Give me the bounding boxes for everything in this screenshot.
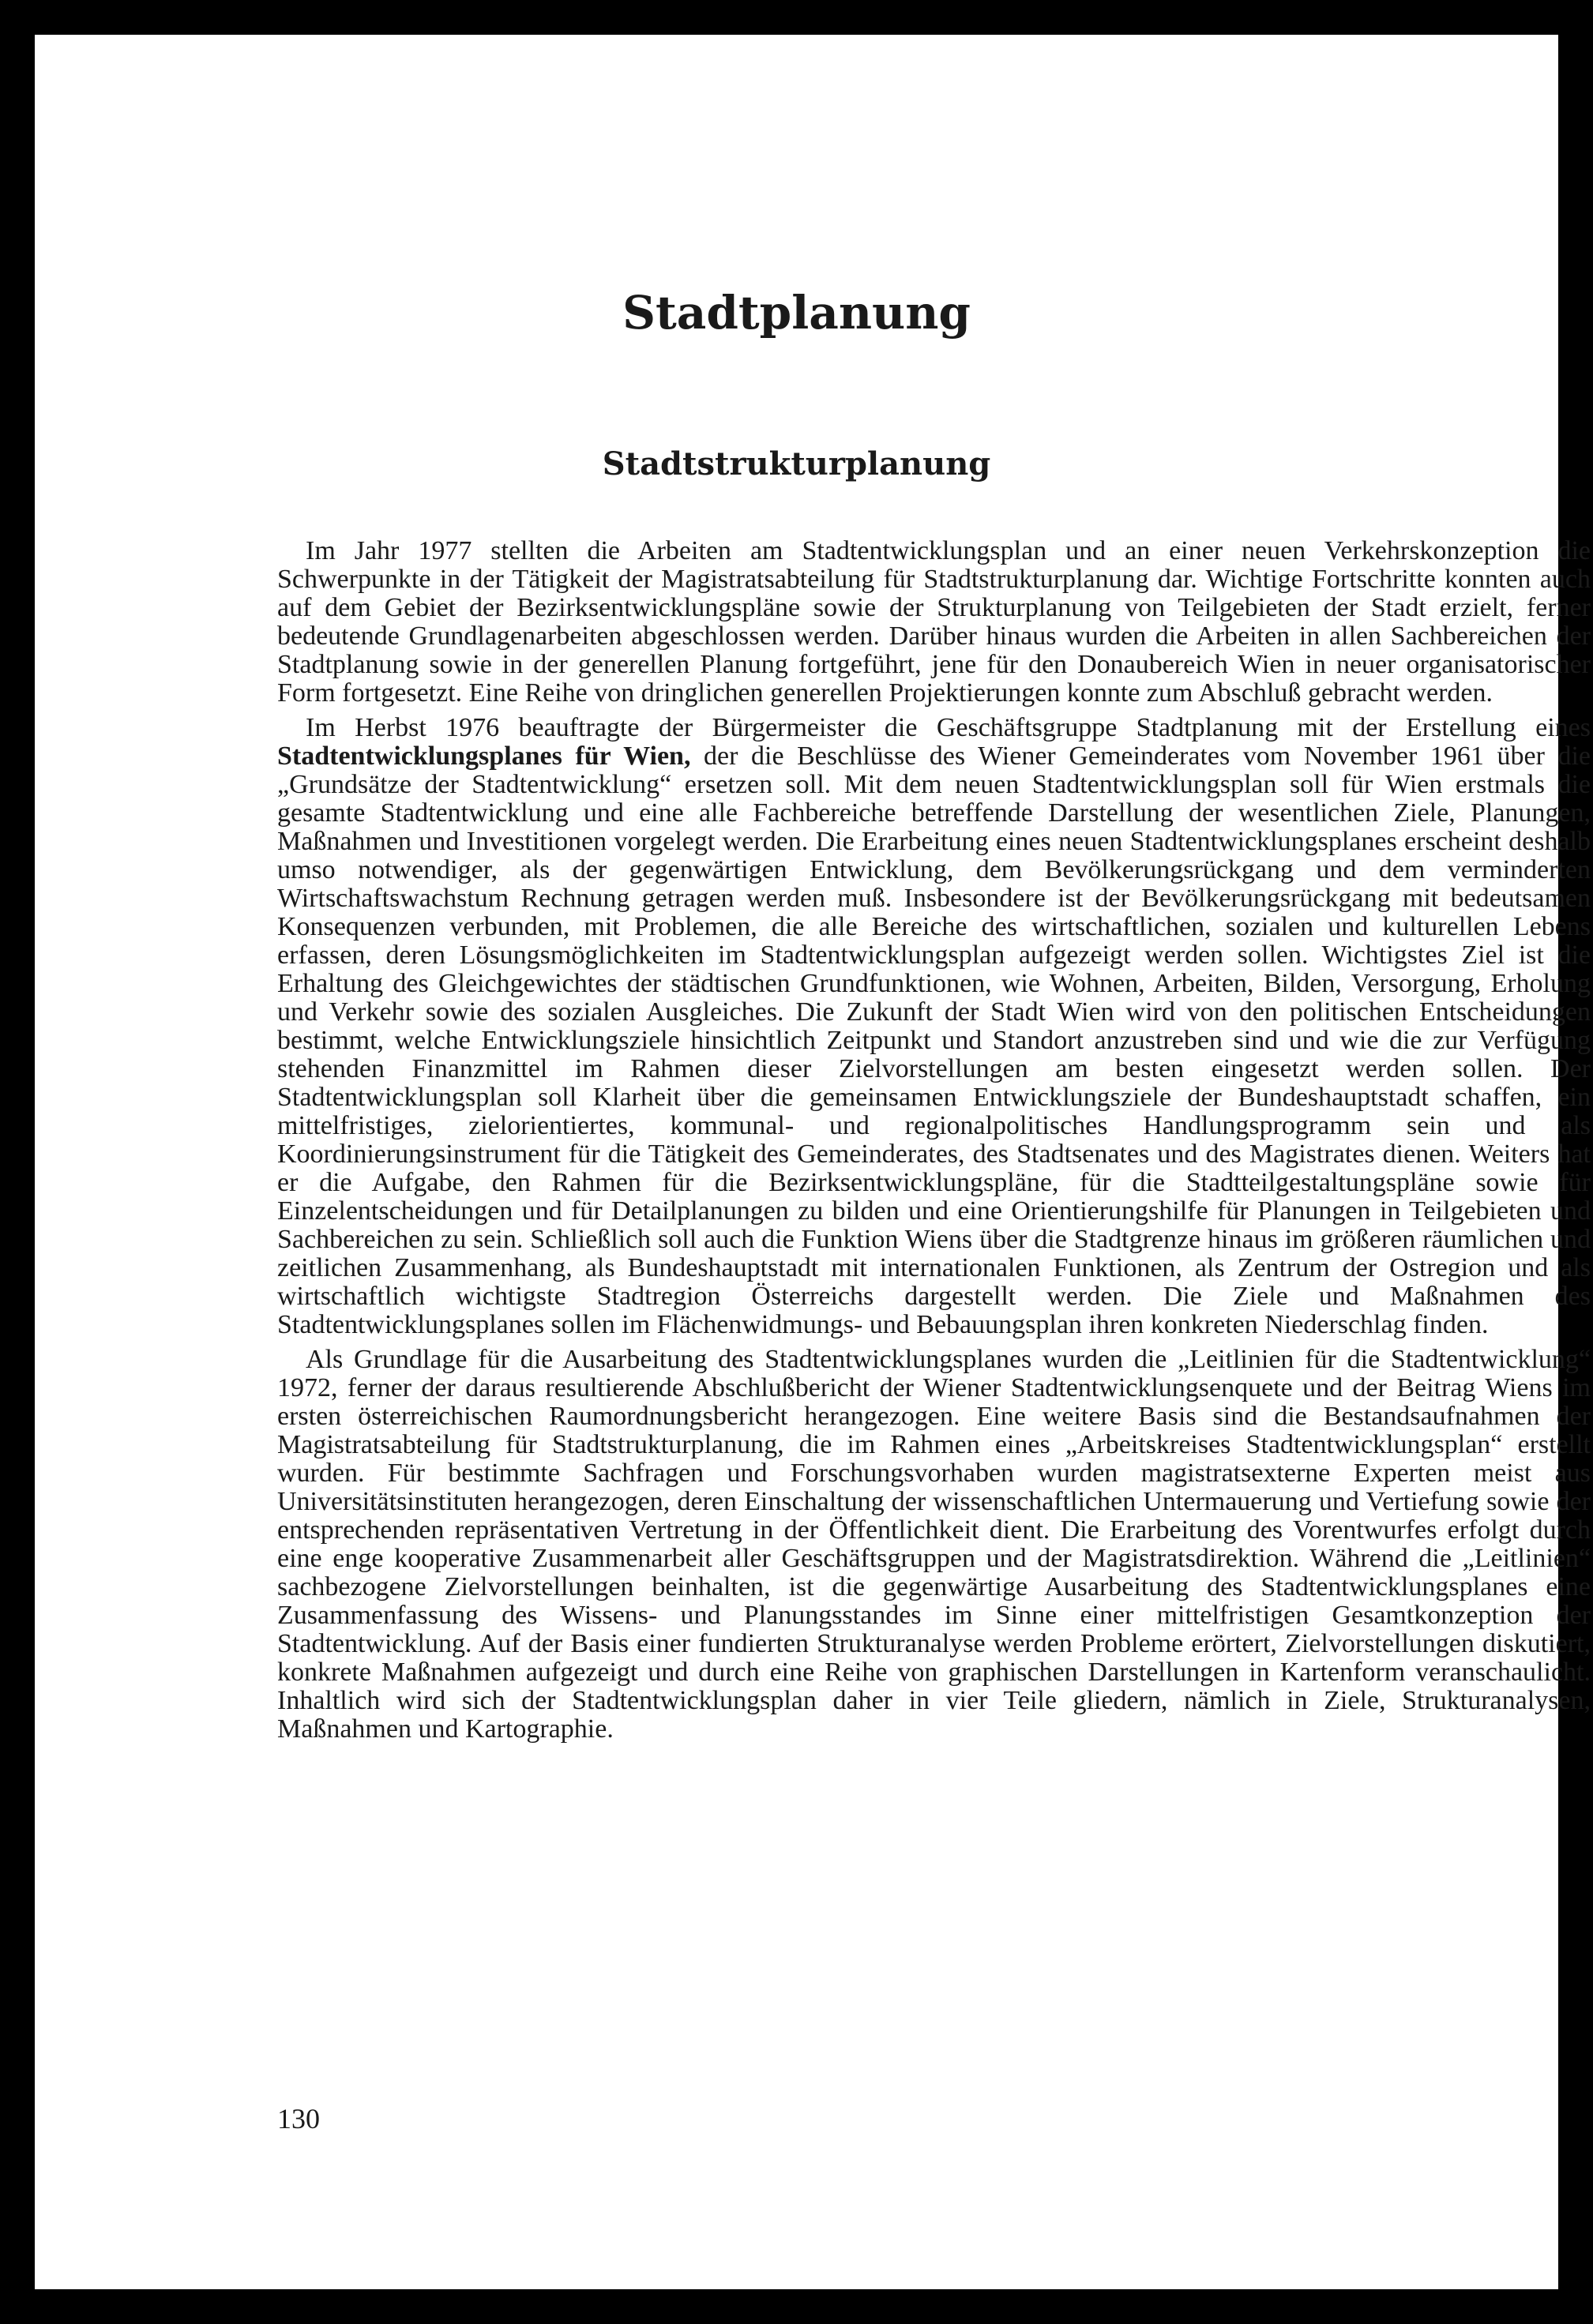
body-text — [277, 537, 1591, 1744]
section-heading: Stadtstrukturplanung — [602, 445, 991, 482]
paragraph-3: Als Grundlage für die Ausarbeitung des Stadtentwicklungsplanes wurden die „Leitlinien für die Stadtentwicklung“ 1972, ferner der daraus resultierende Abschlußbericht der Wiener Stadtentwicklungsenquete und der Beitrag Wiens im ersten österreichischen Raumordnungsbericht herangezogen. Eine weitere Basis sind die Bestandsaufnahmen der Magistratsabteilung für Stadtstrukturplanung, die im Rahmen eines „Arbeitskreises Stadtentwicklungsplan“ erstellt wurden. Für bestimmte Sachfragen und Forschungsvorhaben wurden magistratsexterne Experten meist aus Universitätsinstituten herangezogen, deren Einschaltung der wissenschaftlichen Untermauerung und Vertiefung sowie der entsprechenden repräsentativen Vertretung in der Öffentlichkeit dient. Die Erarbeitung des Vorentwurfes erfolgt durch eine enge kooperative Zusammenarbeit aller Geschäftsgruppen und der Magistratsdirektion. Während die „Leitlinien“ sachbezogene Zielvorstellungen beinhalten, ist die gegenwärtige Ausarbeitung des Stadtentwicklungsplanes eine Zusammenfassung des Wissens- und Planungsstandes im Sinne einer mittelfristigen Gesamtkonzeption der Stadtentwicklung. Auf der Basis einer fundierten Strukturanalyse werden Probleme erörtert, Zielvorstellungen diskutiert, konkrete Maßnahmen aufgezeigt und durch eine Reihe von graphischen Darstellungen in Kartenform veranschaulicht. Inhaltlich wird sich der Stadtentwicklungsplan daher in vier Teile gliedern, nämlich in Ziele, Strukturanalysen, Maßnahmen und Kartographie. — [277, 1345, 1591, 1744]
page-title: Stadtplanung — [622, 286, 971, 340]
document-page — [35, 35, 1591, 2289]
paragraph-1: Im Jahr 1977 stellten die Arbeiten am Stadtentwicklungsplan und an einer neuen Verkehrskonzeption die Schwerpunkte in der Tätigkeit der Magistratsabteilung für Stadtstrukturplanung dar. Wichtige Fortschritte konnten auch auf dem Gebiet der Bezirksentwicklungspläne sowie der Strukturplanung von Teilgebieten der Stadt erzielt, ferner bedeutende Grundlagenarbeiten abgeschlossen werden. Darüber hinaus wurden die Arbeiten in allen Sachbereichen der Stadtplanung sowie in der generellen Planung fortgeführt, jene für den Donaubereich Wien in neuer organisatorischer Form fortgesetzt. Eine Reihe von dringlichen generellen Projektierungen konnte zum Abschluß gebracht werden. — [277, 536, 1591, 708]
page-number: 130 — [277, 2103, 320, 2134]
emphasized-term: Stadtentwicklungsplanes für Wien, — [277, 742, 691, 771]
paragraph-2: Im Herbst 1976 beauftragte der Bürgermeister die Geschäftsgruppe Stadtplanung mit der Erstellung eines Stadtentwicklungsplanes für Wien, der die Beschlüsse des Wiener Gemeinderates vom November 1961 über die „Grundsätze der Stadtentwicklung“ ersetzen soll. Mit dem neuen Stadtentwicklungsplan soll für Wien erstmals die gesamte Stadtentwicklung und eine alle Fachbereiche betreffende Darstellung der wesentlichen Ziele, Planungen, Maßnahmen und Investitionen vorgelegt werden. Die Erarbeitung eines neuen Stadtentwicklungsplanes erscheint deshalb umso notwendiger, als der gegenwärtigen Entwicklung, dem Bevölkerungsrückgang und dem verminderten Wirtschaftswachstum Rechnung getragen werden muß. Insbesondere ist der Bevölkerungsrückgang mit bedeutsamen Konsequenzen verbunden, mit Problemen, die alle Bereiche des wirtschaftlichen, sozialen und kulturellen Lebens erfassen, deren Lösungsmöglichkeiten im Stadtentwicklungsplan aufgezeigt werden sollen. Wichtigstes Ziel ist die Erhaltung des Gleichgewichtes der städtischen Grundfunktionen, wie Wohnen, Arbeiten, Bilden, Versorgung, Erholung und Verkehr sowie des sozialen Ausgleiches. Die Zukunft der Stadt Wien wird von den politischen Entscheidungen bestimmt, welche Entwicklungsziele hinsichtlich Zeitpunkt und Standort anzustreben sind und wie die zur Verfügung stehenden Finanzmittel im Rahmen dieser Zielvorstellungen am besten eingesetzt werden sollen. Der Stadtentwicklungsplan soll Klarheit über die gemeinsamen Entwicklungsziele der Bundeshauptstadt schaffen, ein mittelfristiges, zielorientiertes, kommunal- und regionalpolitisches Handlungsprogramm sein und als Koordinierungsinstrument für die Tätigkeit des Gemeinderates, des Stadtsenates und des Magistrates dienen. Weiters hat er die Aufgabe, den Rahmen für die Bezirksentwicklungspläne, für die Stadtteilgestaltungspläne sowie für Einzelentscheidungen und für Detailplanungen zu bilden und eine Orientierungshilfe für Planungen in Teilgebieten und Sachbereichen zu sein. Schließlich soll auch die Funktion Wiens über die Stadtgrenze hinaus im größeren räumlichen und zeitlichen Zusammenhang, als Bundeshauptstadt mit internationalen Funktionen, als Zentrum der Ostregion und als wirtschaftlich wichtigste Stadtregion Österreichs dargestellt werden. Die Ziele und Maßnahmen des Stadtentwicklungsplanes sollen im Flächenwidmungs- und Bebauungsplan ihren konkreten Niederschlag finden. — [277, 713, 1591, 1339]
